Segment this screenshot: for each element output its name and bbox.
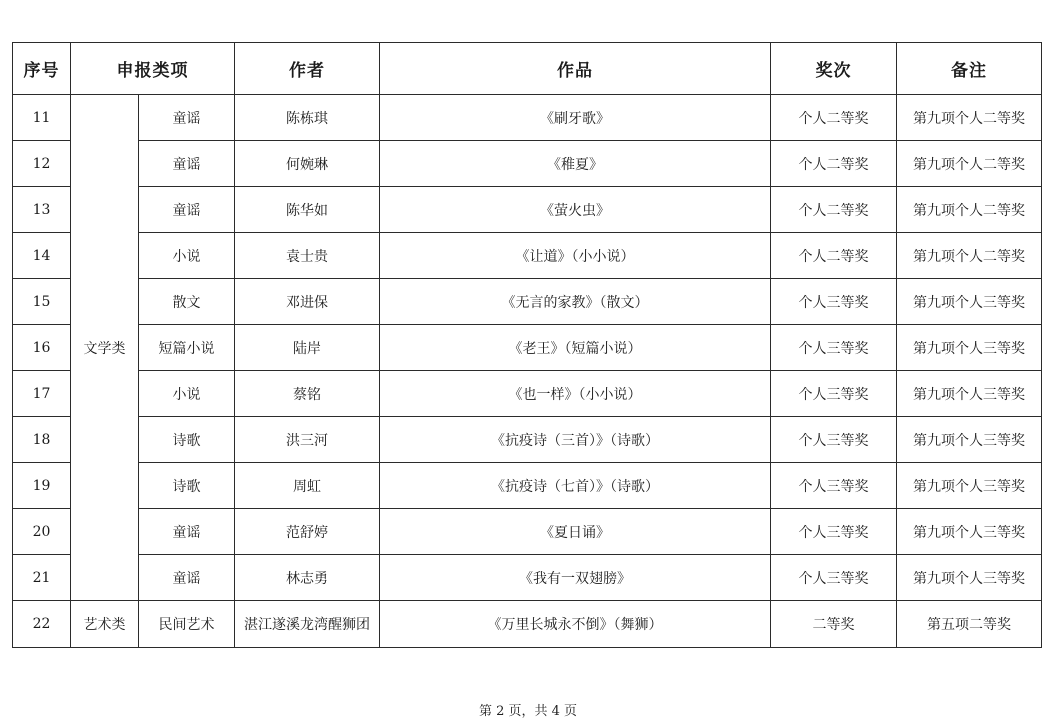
row-author: 陈华如 — [235, 187, 380, 233]
row-no: 19 — [13, 463, 71, 509]
row-no: 21 — [13, 555, 71, 601]
row-award: 个人二等奖 — [771, 233, 897, 279]
row-no: 22 — [13, 601, 71, 648]
header-work: 作品 — [380, 43, 771, 95]
row-subcategory: 童谣 — [139, 555, 235, 601]
row-no: 17 — [13, 371, 71, 417]
row-subcategory: 小说 — [139, 371, 235, 417]
row-subcategory: 小说 — [139, 233, 235, 279]
row-subcategory: 童谣 — [139, 141, 235, 187]
row-award: 个人三等奖 — [771, 509, 897, 555]
row-work: 《夏日诵》 — [380, 509, 771, 555]
table-row — [13, 371, 1042, 417]
row-award: 二等奖 — [771, 601, 897, 648]
row-no: 20 — [13, 509, 71, 555]
table-row — [13, 417, 1042, 463]
row-note: 第九项个人三等奖 — [897, 371, 1042, 417]
row-note: 第九项个人三等奖 — [897, 417, 1042, 463]
row-award: 个人二等奖 — [771, 95, 897, 141]
row-author: 周虹 — [235, 463, 380, 509]
table-row — [13, 601, 1042, 648]
row-award: 个人二等奖 — [771, 141, 897, 187]
row-note: 第五项二等奖 — [897, 601, 1042, 648]
row-award: 个人三等奖 — [771, 555, 897, 601]
row-subcategory: 诗歌 — [139, 417, 235, 463]
row-no: 18 — [13, 417, 71, 463]
header-category: 申报类项 — [71, 43, 235, 95]
row-no: 16 — [13, 325, 71, 371]
row-award: 个人三等奖 — [771, 325, 897, 371]
award-table — [12, 42, 1042, 648]
row-award: 个人三等奖 — [771, 417, 897, 463]
row-work: 《抗疫诗（三首）》（诗歌） — [380, 417, 771, 463]
row-work: 《萤火虫》 — [380, 187, 771, 233]
row-work: 《无言的家教》（散文） — [380, 279, 771, 325]
row-author: 范舒婷 — [235, 509, 380, 555]
row-note: 第九项个人三等奖 — [897, 555, 1042, 601]
row-work: 《万里长城永不倒》（舞狮） — [380, 601, 771, 648]
row-author: 湛江遂溪龙湾醒狮团 — [235, 601, 380, 648]
table-row — [13, 95, 1042, 141]
table-row — [13, 233, 1042, 279]
header-row — [13, 43, 1042, 95]
row-work: 《也一样》（小小说） — [380, 371, 771, 417]
row-subcategory: 童谣 — [139, 187, 235, 233]
row-no: 11 — [13, 95, 71, 141]
row-award: 个人三等奖 — [771, 371, 897, 417]
row-author: 陈栋琪 — [235, 95, 380, 141]
row-note: 第九项个人三等奖 — [897, 463, 1042, 509]
award-table-sheet — [12, 42, 1041, 648]
table-row — [13, 279, 1042, 325]
table-row — [13, 141, 1042, 187]
row-work: 《我有一双翅膀》 — [380, 555, 771, 601]
row-work: 《刷牙歌》 — [380, 95, 771, 141]
group-literature: 文学类 — [71, 95, 139, 601]
group-art: 艺术类 — [71, 601, 139, 648]
row-note: 第九项个人二等奖 — [897, 233, 1042, 279]
header-award: 奖次 — [771, 43, 897, 95]
row-author: 邓进保 — [235, 279, 380, 325]
row-subcategory: 散文 — [139, 279, 235, 325]
row-work: 《让道》（小小说） — [380, 233, 771, 279]
row-author: 袁士贵 — [235, 233, 380, 279]
row-note: 第九项个人二等奖 — [897, 141, 1042, 187]
row-subcategory: 童谣 — [139, 95, 235, 141]
row-work: 《稚夏》 — [380, 141, 771, 187]
row-author: 蔡铭 — [235, 371, 380, 417]
row-no: 14 — [13, 233, 71, 279]
row-author: 林志勇 — [235, 555, 380, 601]
row-subcategory: 诗歌 — [139, 463, 235, 509]
page-number: 第 2 页，共 4 页 — [478, 704, 578, 719]
header-author: 作者 — [235, 43, 380, 95]
row-no: 13 — [13, 187, 71, 233]
row-award: 个人三等奖 — [771, 279, 897, 325]
row-award: 个人三等奖 — [771, 463, 897, 509]
row-no: 15 — [13, 279, 71, 325]
row-author: 洪三河 — [235, 417, 380, 463]
row-subcategory: 民间艺术 — [139, 601, 235, 648]
row-note: 第九项个人三等奖 — [897, 509, 1042, 555]
row-note: 第九项个人三等奖 — [897, 279, 1042, 325]
table-row — [13, 509, 1042, 555]
row-author: 何婉琳 — [235, 141, 380, 187]
row-note: 第九项个人二等奖 — [897, 95, 1042, 141]
row-award: 个人二等奖 — [771, 187, 897, 233]
table-row — [13, 187, 1042, 233]
row-author: 陆岸 — [235, 325, 380, 371]
row-work: 《抗疫诗（七首）》（诗歌） — [380, 463, 771, 509]
row-subcategory: 童谣 — [139, 509, 235, 555]
header-note: 备注 — [897, 43, 1042, 95]
row-note: 第九项个人二等奖 — [897, 187, 1042, 233]
row-note: 第九项个人三等奖 — [897, 325, 1042, 371]
header-no: 序号 — [13, 43, 71, 95]
row-work: 《老王》（短篇小说） — [380, 325, 771, 371]
row-no: 12 — [13, 141, 71, 187]
table-row — [13, 555, 1042, 601]
table-row — [13, 325, 1042, 371]
row-subcategory: 短篇小说 — [139, 325, 235, 371]
table-row — [13, 463, 1042, 509]
